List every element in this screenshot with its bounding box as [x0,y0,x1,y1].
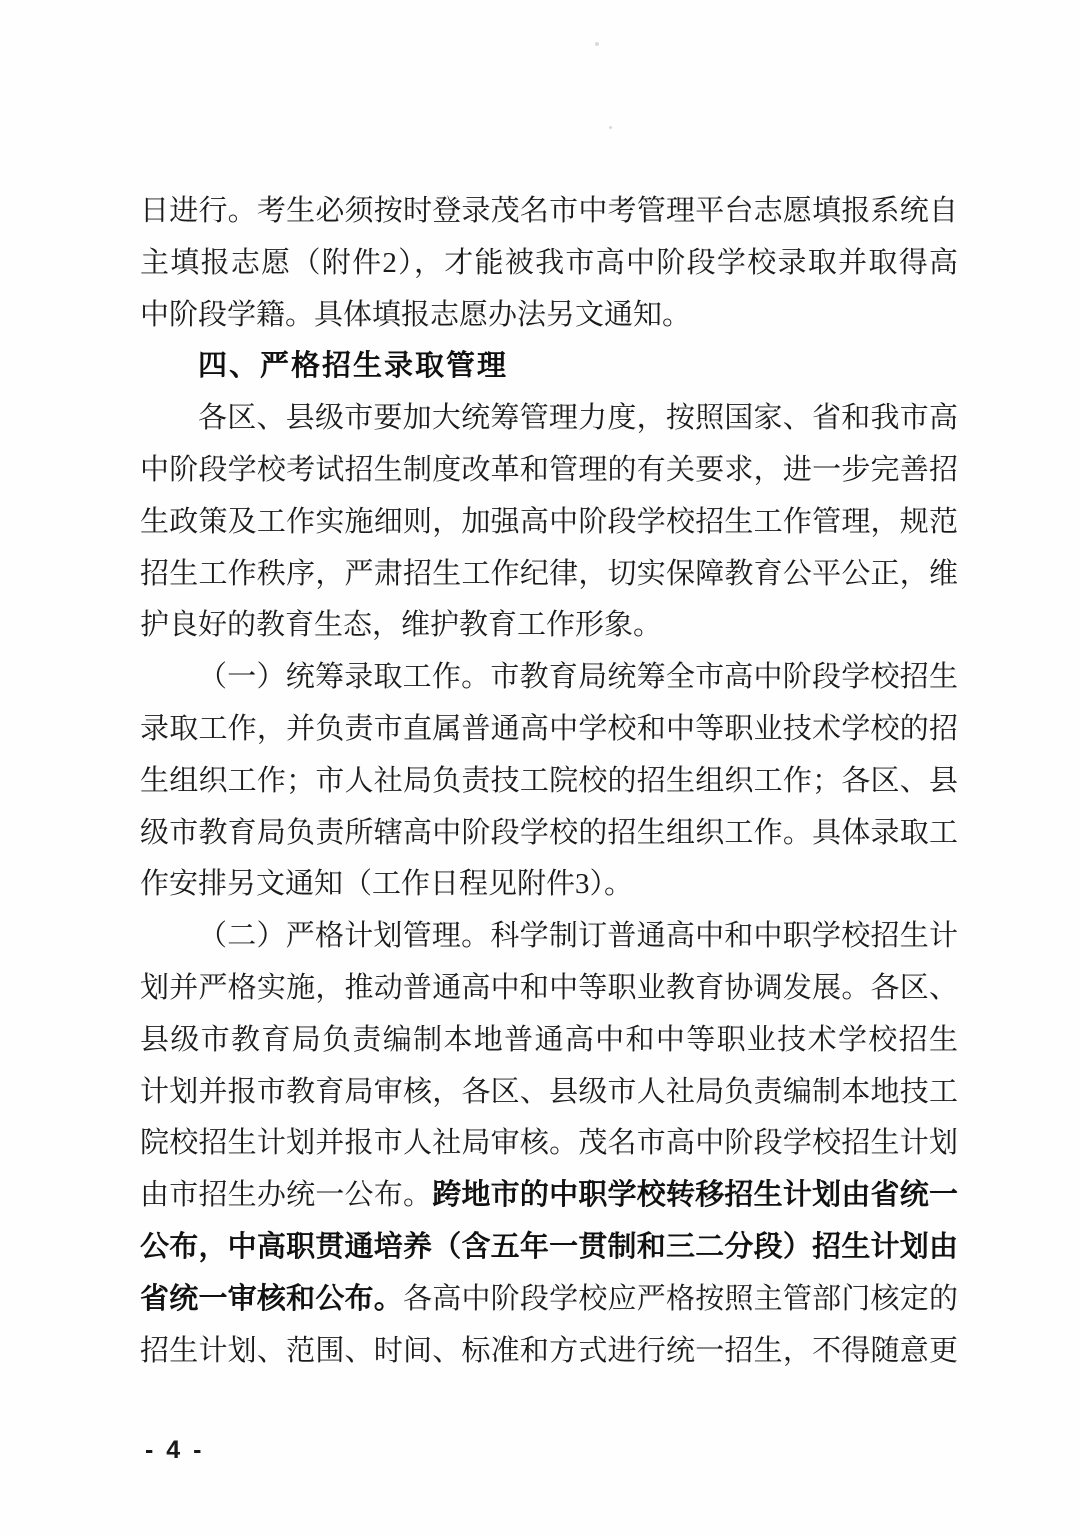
section-heading: 四、严格招生录取管理 [198,350,509,383]
text-line: 县级市教育局负责编制本地普通高中和中等职业技术学校招生 [140,1023,958,1056]
text-line: 招生工作秩序，严肃招生工作纪律，切实保障教育公平公正，维 [140,557,958,590]
line-segment-bold: 跨地市的中职学校转移招生计划由省统一 [432,1179,958,1212]
text-line: 院校招生计划并报市人社局审核。茂名市高中阶段学校招生计划 [140,1127,958,1160]
text-line: 日进行。考生必须按时登录茂名市中考管理平台志愿填报系统自 [140,195,958,227]
text-line: （二）严格计划管理。科学制订普通高中和中职学校招生计 [198,920,958,953]
scan-speck [595,42,599,46]
text-line: 生政策及工作实施细则，加强高中阶段学校招生工作管理，规范 [140,505,958,538]
text-line: 计划并报市教育局审核，各区、县级市人社局负责编制本地技工 [140,1075,958,1108]
text-line: 划并严格实施，推动普通高中和中等职业教育协调发展。各区、 [140,971,958,1004]
text-line: 作安排另文通知（工作日程见附件3）。 [140,868,634,901]
line-segment-bold: 省统一审核和公布。 [140,1282,403,1315]
page-number: - 4 - [145,1436,205,1464]
text-line: 主填报志愿（附件2），才能被我市高中阶段学校录取并取得高 [140,246,958,279]
text-line: 护良好的教育生态，维护教育工作形象。 [140,609,663,642]
line-segment: 各高中阶段学校应严格按照主管部门核定的 [403,1282,958,1315]
text-line [140,1170,958,1222]
text-line: 生组织工作；市人社局负责技工院校的招生组织工作；各区、县 [140,764,958,797]
text-line: 各区、县级市要加大统筹管理力度，按照国家、省和我市高 [198,402,958,435]
text-line: 中阶段学校考试招生制度改革和管理的有关要求，进一步完善招 [140,453,958,486]
document-body [140,186,958,1377]
text-line: 招生计划、范围、时间、标准和方式进行统一招生，不得随意更 [140,1334,958,1367]
line-segment: 由市招生办统一公布。 [140,1179,433,1212]
text-line: 录取工作，并负责市直属普通高中学校和中等职业技术学校的招 [140,712,958,745]
text-line: 级市教育局负责所辖高中阶段学校的招生组织工作。具体录取工 [140,816,958,849]
text-line [140,1274,958,1326]
text-line: （一）统筹录取工作。市教育局统筹全市高中阶段学校招生 [198,661,958,694]
scan-speck [609,126,612,129]
text-line-bold: 公布，中高职贯通培养（含五年一贯制和三二分段）招生计划由 [140,1230,958,1263]
text-line: 中阶段学籍。具体填报志愿办法另文通知。 [140,298,692,331]
